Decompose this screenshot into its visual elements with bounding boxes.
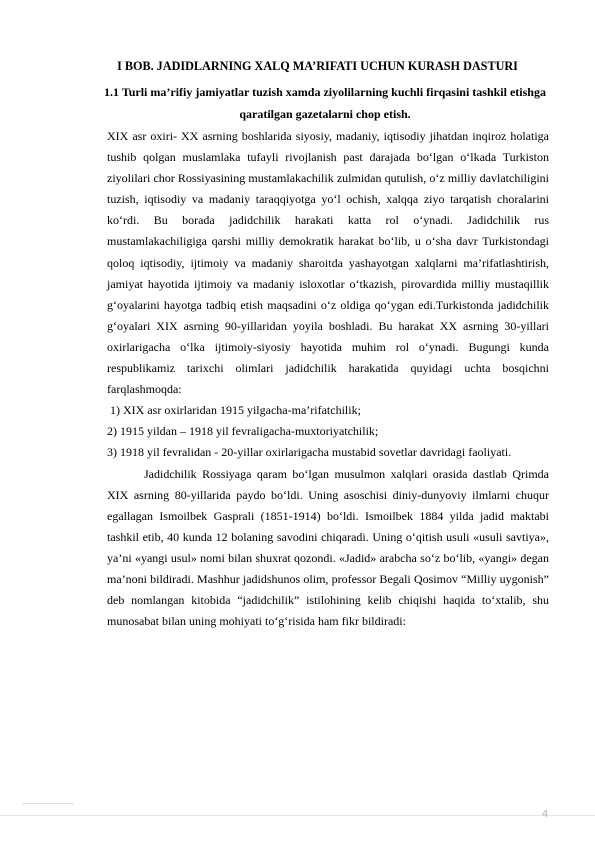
list-item-stage-3: 3) 1918 yil fevralidan - 20-yillar oxirlarigacha mustabid sovetlar davridagi faoliyati. <box>107 445 512 460</box>
paragraph-intro: XIX asr oxiri- XX asrning boshlarida siyosiy, madaniy, iqtisodiy jihatdan inqiroz holatiga tushib qolgan muslamlaka tufayli rivojlanish past darajada bo‘lgan o‘lkada Turkiston ziyolilari chor Rossiyasining mustamlakachilik zulmidan qutulish, o‘z milliy davlatchiligini tuzish, iqtisodiy va madaniy taraqqiyotga yo‘l ochish, xalqqa ziyo tarqatish choralarini ko‘rdi. Bu borada jadidchilik harakati katta rol o‘ynadi. Jadidchilik rus mustamlakachiligiga qarshi milliy demokratik harakat bo‘lib, u o‘sha davr Turkistondagi qoloq iqtisodiy, ijtimoiy va madaniy sharoitda yashayotgan xalqlarni ma’rifatlashtirish, jamiyat hayotida ijtimoiy va madaniy isloxotlar o‘tkazish, pirovardida milliy mustaqillik g‘oyalarini hayotga tadbiq etish maqsadini o‘z oldiga qo‘ygan edi.Turkistonda jadidchilik g‘oyalari XIX asrning 90-yillaridan yoyila boshladi. Bu harakat XX asrning 30-yillari oxirlarigacha o‘lka ijtimoiy-siyosiy hayotida muhim rol o‘ynadi. Bugungi kunda respublikamiz tarixchi olimlari jadidchilik harakatida quyidagi uchta bosqichni farqlashmoqda: <box>107 129 549 397</box>
body-text <box>107 126 549 632</box>
list-item-stage-1: 1) XIX asr oxirlaridan 1915 yilgacha-ma’rifatchilik; <box>110 403 361 418</box>
paragraph-origins: Jadidchilik Rossiyaga qaram bo‘lgan musulmon xalqlari orasida dastlab Qrimda XIX asrning 80-yillarida paydo bo‘ldi. Uning asoschisi diniy-dunyoviy ilmlarni chuqur egallagan Ismoilbek Gasprali (1851-1914) bo‘ldi. Ismoilbek 1884 yilda jadid maktabi tashkil etib, 40 kunda 12 bolaning savodini chiqaradi. Uning o‘qitish usuli «usuli savtiya», ya’ni «yangi usul» nomi bilan shuxrat qozondi. «Jadid» arabcha so‘z bo‘lib, «yangi» degan ma’noni bildiradi. Mashhur jadidshunos olim, professor Begali Qosimov “Milliy uygonish” deb nomlangan kitobida “jadidchilik” istilohining kelib chiqishi haqida to‘xtalib, shu munosabat bilan uning mohiyati to‘g‘risida ham fikr bildiradi: <box>107 466 549 629</box>
footer-rule-short <box>22 803 74 804</box>
page-number: 4 <box>542 808 549 820</box>
chapter-title: I BOB. JADIDLARNING XALQ MA’RIFATI UCHUN KURASH DASTURI <box>117 59 518 73</box>
list-item-stage-2: 2) 1915 yildan – 1918 yil fevraligacha-muxtoriyatchilik; <box>107 424 379 439</box>
footer-rule <box>0 815 595 816</box>
section-title: 1.1 Turli ma’rifiy jamiyatlar tuzish xamda ziyolilarning kuchli firqasini tashkil etishga qaratilgan gazetalarni chop etish. <box>104 85 546 121</box>
